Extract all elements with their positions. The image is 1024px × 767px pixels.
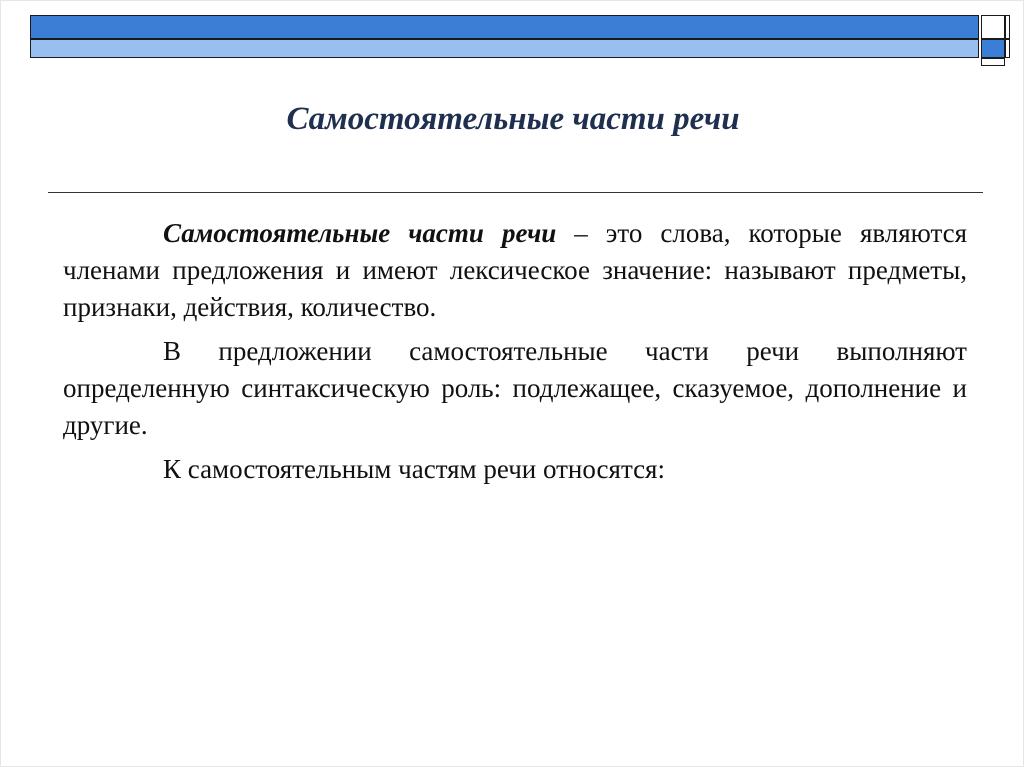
header-square-blue <box>981 39 1005 58</box>
paragraph-list-intro: К самостоятельным частям речи относятся: <box>163 454 665 484</box>
header-square-edge-bottom <box>1005 39 1010 58</box>
header-square-edge-top <box>1005 15 1010 39</box>
definition-term: Самостоятельные части речи <box>163 218 557 248</box>
header-bar-dark <box>30 15 979 39</box>
slide-title: Самостоятельные части речи <box>286 101 740 137</box>
header-square-small <box>981 58 1005 66</box>
header-bar-light <box>30 39 979 58</box>
definition-text: – это слова, которые являются членами предложения и имеют лексическое значение: называют предметы, признаки, действия, количество. <box>63 218 967 322</box>
paragraph-definition <box>63 215 967 326</box>
header-square-white <box>981 15 1005 39</box>
slide-body <box>63 215 967 495</box>
paragraph-syntax-role: В предложении самостоятельные части речи выполняют определенную синтаксическую роль: подлежащее, сказуемое, дополнение и другие. <box>63 336 967 440</box>
title-divider <box>48 192 983 193</box>
